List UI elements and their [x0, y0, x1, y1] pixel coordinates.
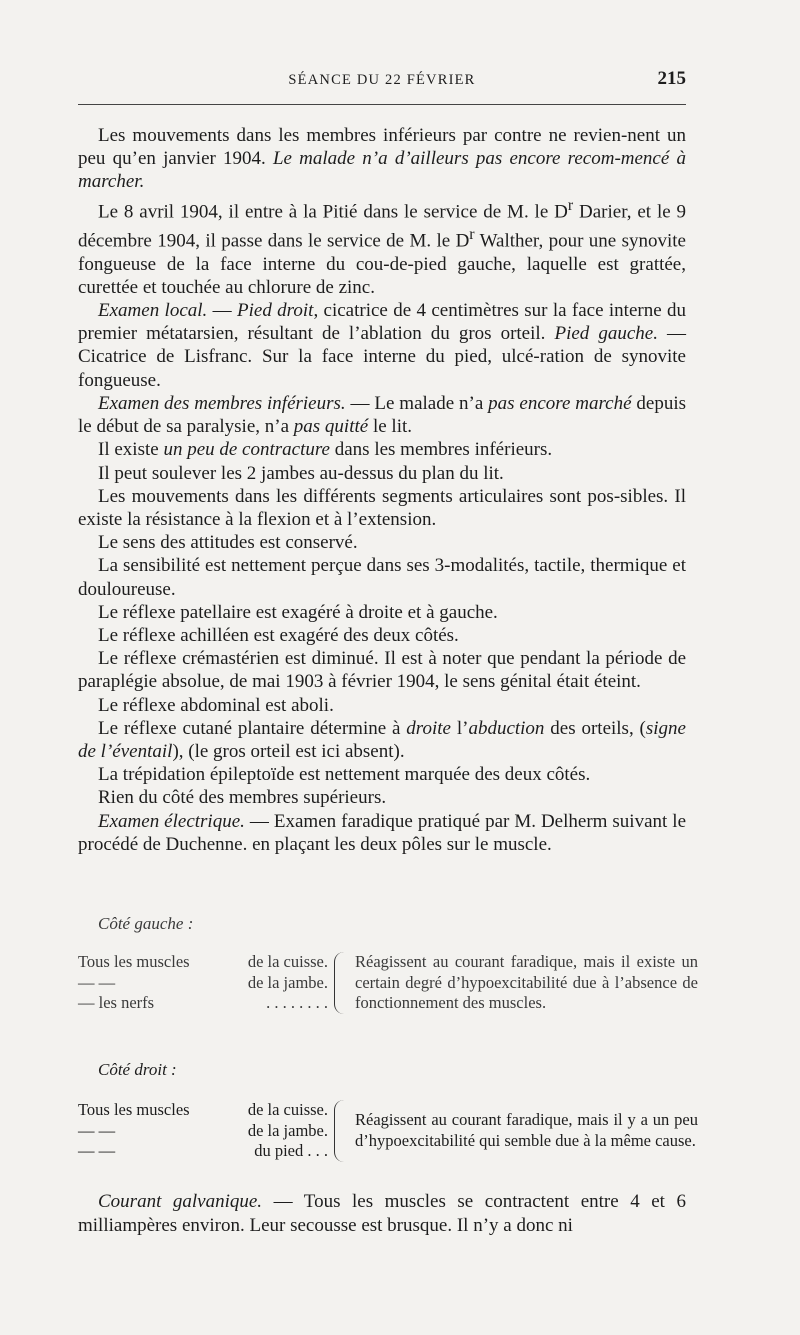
table-row [78, 1100, 328, 1121]
row-subject: — — [78, 1141, 116, 1160]
paragraph: Le réflexe achilléen est exagéré des deux côtés. [98, 624, 459, 646]
row-subject: — les nerfs [78, 993, 155, 1012]
row-location: du pied . . . [254, 1141, 328, 1160]
row-subject: Tous les muscles [78, 1100, 190, 1119]
row-location: de la jambe. [247, 972, 328, 992]
brace [334, 952, 349, 1014]
row-subject: — — [78, 972, 116, 992]
row-location: de la cuisse. [247, 952, 328, 971]
table-row [78, 1121, 328, 1142]
paragraph: Rien du côté des membres supérieurs. [98, 787, 387, 809]
paragraph: Le sens des attitudes est conservé. [98, 532, 358, 554]
cote-gauche-heading: Côté gauche : [98, 914, 194, 933]
row-location: de la cuisse. [247, 1100, 328, 1119]
paragraph: Le réflexe crémastérien est diminué. Il est à noter que pendant la période de paraplégie absolue, de mai 1903 à février 1904, le sens génital était éteint. [78, 648, 686, 693]
cote-droit-rows [78, 1100, 328, 1162]
row-subject: — — [78, 1120, 116, 1140]
paragraph: Le réflexe patellaire est exagéré à droite et à gauche. [98, 601, 498, 623]
paragraph: Il peut soulever les 2 jambes au-dessus du plan du lit. [98, 462, 504, 484]
paragraph: Il existe un peu de contracture dans les membres inférieurs. [98, 439, 553, 461]
paragraph: Examen électrique. — Examen faradique pratiqué par M. Delherm suivant le procédé de Duchenne. en plaçant les deux pôles sur le muscle. [78, 810, 687, 855]
paragraph: La trépidation épileptoïde est nettement marquée des deux côtés. [98, 764, 591, 786]
cote-gauche-table [78, 952, 698, 1014]
table-row [78, 993, 328, 1014]
row-location: . . . . . . . . [266, 993, 328, 1012]
paragraph: Examen des membres inférieurs. — Le malade n’a pas encore marché depuis le début de sa paralysie, n’a pas quitté le lit. [78, 392, 687, 438]
footer-text [78, 1190, 686, 1238]
table-row [78, 1141, 328, 1162]
cote-droit-result: Réagissent au courant faradique, mais il y a un peu d’hypoexcitabilité qui semble due à la même cause. [355, 1110, 698, 1150]
page-header [78, 66, 686, 96]
paragraph: Examen local. — Pied droit, cicatrice de 4 centimètres sur la face interne du premier métatarsien, résultant de l’ablation du gros orteil. Pied gauche. — Cicatrice de Lisfranc. Sur la face interne du pied, ulcé-ration de synovite fongueuse. [78, 300, 686, 391]
table-row [78, 973, 328, 994]
row-location: de la jambe. [247, 1120, 328, 1140]
body-text [78, 124, 686, 856]
paragraph: Le 8 avril 1904, il entre à la Pitié dans le service de M. le $D^r$ Darier, et le 9 décembre 1904, il passe dans le service de M. le $D^r$ Walther, pour une synovite fongueuse de la face interne du cou-de-pied gauche, laquelle est grattée, curettée et touchée au chlorure de zinc. [78, 196, 687, 298]
paragraph: Les mouvements dans les différents segments articulaires sont pos-sibles. Il existe la résistance à la flexion et à l’extension. [78, 485, 686, 530]
row-subject: Tous les muscles [78, 952, 190, 971]
paragraph: La sensibilité est nettement perçue dans ses 3-modalités, tactile, thermique et douloureuse. [78, 555, 686, 600]
paragraph: Le réflexe cutané plantaire détermine à droite l’abduction des orteils, (signe de l’éventail), (le gros orteil est ici absent). [78, 717, 686, 762]
table-row [78, 952, 328, 973]
page-number: 215 [657, 68, 686, 89]
paragraph: Le réflexe abdominal est aboli. [98, 694, 334, 716]
paragraph: Courant galvanique. — Tous les muscles se contractent entre 4 et 6 milliampères environ. Leur secousse est brusque. Il n’y a donc ni [78, 1191, 686, 1236]
header-rule [78, 104, 686, 105]
paragraph: Les mouvements dans les membres inférieurs par contre ne revien-nent un peu qu’en janvier 1904. Le malade n’a d’ailleurs pas encore recom-mencé à marcher. [78, 125, 686, 193]
cote-droit-heading: Côté droit : [98, 1060, 177, 1079]
cote-gauche-result: Réagissent au courant faradique, mais il existe un certain degré d’hypoexcitabilité due à l’absence de fonctionnement des muscles. [355, 952, 698, 1012]
running-head: SÉANCE DU 22 FÉVRIER [288, 72, 476, 88]
cote-droit-table [78, 1100, 698, 1162]
cote-gauche-rows [78, 952, 328, 1014]
brace [334, 1100, 349, 1162]
